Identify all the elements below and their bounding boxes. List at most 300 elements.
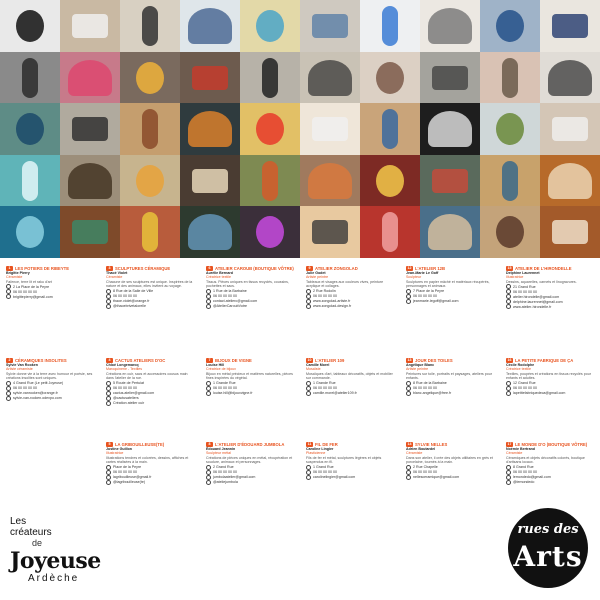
entry-description: Faïence, terre lit et raku d'art [6, 279, 52, 284]
artwork-shape [16, 113, 44, 145]
entry-description: Créations de pièces uniques en métal, récupération et soudure, animaux et personnages. [206, 455, 293, 465]
entry-contact-text: 06 00 00 00 00 [113, 385, 137, 390]
entry-creator-name: Angélique Blanc [406, 363, 435, 367]
artwork-shape [68, 163, 112, 199]
entry-description: Illustrations tendres et colorées, dessins, affiches et cartes réalisées à la main. [106, 455, 189, 465]
entry-title: BIJOUX DE VIGNE [215, 358, 252, 363]
artwork-shape [72, 117, 108, 141]
creator-entry [6, 266, 94, 299]
bullet-icon [306, 299, 311, 304]
entry-description: Mosaïques d'art, tableaux décoratifs, objets et mobilier sur commande. [306, 371, 393, 381]
entry-contact-line [106, 480, 194, 485]
entry-contact-text: 2 La Place de la Peyre [13, 284, 50, 289]
artwork-photo [120, 206, 180, 258]
entry-contact-text: @cactusateliers [113, 395, 139, 400]
entry-contact-text: www.zongolad-design.fr [313, 303, 352, 308]
entry-creator-name: Camille Morel [306, 363, 330, 367]
bullet-icon [106, 475, 111, 480]
artwork-shape [312, 220, 348, 244]
entry-contact-text: 1 Grand Rue [313, 464, 334, 469]
entry-title: LE MONDE D'O (BOUTIQUE VÔTRE) [515, 442, 588, 447]
entry-creator-name: Sylvie Van Rooken [6, 363, 38, 367]
artwork-shape [192, 66, 228, 90]
entry-contact-text: @ateliejumbola [213, 479, 238, 484]
entry-contact-text: 8 Rue de la Barbaine [413, 380, 447, 385]
entry-contact-line [506, 304, 594, 309]
creator-entry [206, 442, 294, 485]
entry-contact-text: lapetitefabriquedeca@gmail.com [513, 390, 566, 395]
artwork-shape [142, 6, 158, 46]
photo-mosaic [0, 0, 600, 258]
bullet-icon [6, 396, 11, 401]
artwork-photo [540, 52, 600, 104]
entry-title: LA GRIBOUILLEUSE(TE) [115, 442, 165, 447]
artwork-photo [300, 103, 360, 155]
artwork-photo [540, 0, 600, 52]
entry-number: 12 [407, 266, 412, 270]
entry-contact-text: 5 Route de Pertuiat [113, 380, 144, 385]
entry-contact-text: jeanmarie.legoff@gmail.com [413, 298, 459, 303]
logo-bottom-text: Arts [513, 540, 583, 573]
artwork-photo [360, 155, 420, 207]
artwork-photo [540, 155, 600, 207]
entry-contact-text: 06 00 00 00 00 [213, 293, 237, 298]
artwork-photo [60, 103, 120, 155]
entry-number: 16 [507, 358, 512, 362]
entry-contact-text: 06 00 00 00 00 [213, 385, 237, 390]
artwork-photo [60, 155, 120, 207]
artwork-photo [420, 206, 480, 258]
entry-creator-name: Justine Guillon [106, 447, 132, 451]
entry-contact-text: Création atelier cuir [113, 400, 145, 405]
entry-description: Bijoux en métal précieux et matières naturelles, pièces fines inspirées du végétal. [206, 371, 293, 381]
entry-number: 5 [106, 442, 113, 447]
entry-contact-line [406, 475, 494, 480]
artwork-shape [552, 220, 588, 244]
artwork-photo [300, 206, 360, 258]
artwork-shape [496, 10, 524, 42]
bullet-icon [206, 391, 211, 396]
bullet-icon [506, 381, 511, 386]
bullet-icon [106, 386, 111, 391]
entry-contact-text: 06 00 00 00 00 [113, 293, 137, 298]
entry-contact-text: 1 Rue de la Barbaine [213, 288, 247, 293]
artwork-shape [192, 169, 228, 193]
creator-entry [306, 442, 394, 480]
artwork-photo [420, 52, 480, 104]
artwork-shape [312, 117, 348, 141]
entry-category: Artiste peintre [406, 367, 429, 372]
logo-top-text: rues des [517, 522, 579, 537]
artwork-photo [240, 52, 300, 104]
entry-contact-text: 06 00 00 00 00 [513, 385, 537, 390]
entry-contact-text: 12 Grand Rue [513, 380, 536, 385]
artwork-photo [240, 103, 300, 155]
entry-contact-text: Place de la Peyre [113, 464, 142, 469]
artwork-shape [382, 109, 398, 149]
entry-contact-text: cactus.atelier@gmail.com [113, 390, 155, 395]
bullet-icon [406, 470, 411, 475]
artwork-photo [360, 103, 420, 155]
bullet-icon [206, 480, 211, 485]
artwork-shape [432, 169, 468, 193]
bullet-icon [306, 304, 311, 309]
artwork-shape [308, 163, 352, 199]
entry-contact-line [206, 480, 294, 485]
entry-category: Créatrice de bijoux [206, 367, 236, 372]
artwork-photo [480, 103, 540, 155]
entry-contact-line [306, 391, 394, 396]
artwork-shape [256, 113, 284, 145]
entry-creator-name: Édouard Jeannin [206, 447, 236, 451]
entry-contact-line [306, 304, 394, 309]
entry-category: Mosaïste [306, 367, 321, 372]
entry-contact-text: brigittepierry@gmail.com [13, 294, 53, 299]
bullet-icon [106, 470, 111, 475]
bullet-icon [506, 475, 511, 480]
creator-entry [106, 358, 194, 406]
rues-des-arts-logo [508, 508, 588, 588]
entry-contact-text: 06 00 00 00 00 [113, 469, 137, 474]
bullet-icon [306, 386, 311, 391]
entry-contact-line [206, 304, 294, 309]
artwork-photo [540, 206, 600, 258]
artwork-photo [360, 206, 420, 258]
entry-contact-text: sylvie-van-rooken.odexpo.com [13, 395, 62, 400]
entry-creator-name: Thaoé Violet [106, 271, 128, 275]
entry-contact-text: 06 00 00 00 00 [413, 293, 437, 298]
entry-contact-text: 21 Grand Rue [513, 284, 536, 289]
artwork-photo [480, 52, 540, 104]
entry-contact-text: www.atelier-hirondelle.fr [513, 304, 552, 309]
artwork-photo [180, 155, 240, 207]
bullet-icon [306, 381, 311, 386]
entry-contact-text: 06 00 00 00 00 [513, 469, 537, 474]
entry-contact-text: 06 00 00 00 00 [13, 385, 37, 390]
creator-entry [406, 266, 494, 304]
creator-entry [506, 358, 594, 396]
entry-contact-text: 06 00 00 00 00 [413, 385, 437, 390]
entry-title: LA PETITE FABRIQUE DE ÇA [515, 358, 574, 363]
entry-category: Illustratrice [506, 275, 524, 280]
artwork-shape [72, 220, 108, 244]
entry-title: LES POTIERS DE RIBEYTE [15, 266, 69, 271]
entry-creator-name: Chloé Longemarcq [106, 363, 139, 367]
creator-entry [406, 442, 494, 480]
artwork-photo [0, 103, 60, 155]
entry-category: Artiste peintre [306, 275, 329, 280]
entry-title: FIL DE FER [315, 442, 338, 447]
bullet-icon [106, 381, 111, 386]
entry-contact-text: 2 Rue Chapelle [413, 464, 438, 469]
entry-contact-text: 1 Grande Rue [313, 380, 336, 385]
artwork-shape [548, 163, 592, 199]
bullet-icon [106, 480, 111, 485]
entry-contact-text: 1 Grande Rue [213, 380, 236, 385]
entry-number: 6 [206, 266, 213, 271]
entry-number: 14 [407, 442, 412, 446]
entry-category: Céramiste [106, 275, 123, 280]
artwork-photo [180, 52, 240, 104]
footer-title [10, 516, 140, 584]
artwork-photo [420, 155, 480, 207]
entry-contact-text: camille.morel@atelier109.fr [313, 390, 357, 395]
entry-category: Céramiste [6, 275, 23, 280]
artwork-photo [0, 52, 60, 104]
footer-line-createurs: créateurs [10, 527, 52, 538]
creator-entry [206, 358, 294, 396]
entry-number: 2 [6, 358, 13, 363]
footer-brand: Joyeuse [10, 548, 101, 574]
artwork-shape [188, 111, 232, 147]
bullet-icon [206, 386, 211, 391]
entry-description: Textiles, poupées et créations en tissus recyclés pour enfants et adultes. [506, 371, 591, 381]
entry-creator-name: Noémie Bertrand [506, 447, 535, 451]
entry-contact-text: 2 Grand Rue [213, 464, 234, 469]
bullet-icon [206, 289, 211, 294]
artwork-photo [360, 52, 420, 104]
bullet-icon [406, 381, 411, 386]
entry-category: Céramiste [406, 451, 423, 456]
artwork-shape [308, 60, 352, 96]
artwork-shape [142, 212, 158, 252]
entry-description: Sculptures en papier mâché et matériaux récupérés, personnages et animaux. [406, 279, 490, 289]
artwork-shape [428, 8, 472, 44]
entry-number: 11 [307, 442, 312, 446]
artwork-photo [300, 0, 360, 52]
entry-category: Céramiste [506, 451, 523, 456]
entry-contact-text: 2 Rue Rodolin [313, 288, 336, 293]
artwork-shape [72, 14, 108, 38]
artwork-shape [496, 216, 524, 248]
entry-creator-name: Jean-Marie Le Goff [406, 271, 439, 275]
entry-title: JOUR DES TOILES [415, 358, 453, 363]
artwork-shape [552, 117, 588, 141]
bullet-icon [506, 480, 511, 485]
entry-description: Dans son atelier, il crée des objets utilitaires en grès et porcelaine, tournés à la main. [406, 455, 493, 465]
entry-number: 13 [407, 358, 412, 362]
entry-number: 15 [507, 266, 512, 270]
entry-description: Fils de fer et métal, sculptures légères et objets suspendus en fil. [306, 455, 382, 465]
artwork-photo [480, 0, 540, 52]
artwork-shape [142, 109, 158, 149]
entry-number: 4 [106, 358, 113, 363]
artwork-shape [428, 214, 472, 250]
artwork-photo [240, 206, 300, 258]
entry-category: Plasticienne [306, 451, 326, 456]
artwork-shape [376, 62, 404, 94]
entry-contact-text: www.zongolad-artiste.fr [313, 298, 351, 303]
entry-number: 3 [106, 266, 113, 271]
artwork-shape [136, 165, 164, 197]
entry-description: Créations en cuir, sacs et accessoires cousus main dans l'atelier de la rue. [106, 371, 188, 381]
artwork-shape [382, 212, 398, 252]
bullet-icon [106, 391, 111, 396]
artwork-photo [240, 0, 300, 52]
entry-contact-text: delphine.laurennet@gmail.com [513, 299, 563, 304]
bullet-icon [106, 299, 111, 304]
entry-contact-text: blanc.angelique@free.fr [413, 390, 452, 395]
entry-title: L'ATELIER 12B [415, 266, 446, 271]
artwork-shape [136, 62, 164, 94]
entry-number: 7 [206, 358, 213, 363]
entry-description: Céramiques et objets décoratifs colorés, boutique d'artisans locaux. [506, 455, 585, 465]
bullet-icon [206, 299, 211, 304]
artwork-shape [188, 8, 232, 44]
bullet-icon [406, 294, 411, 299]
artwork-shape [22, 58, 38, 98]
artwork-shape [256, 216, 284, 248]
entry-contact-line [106, 304, 194, 309]
entry-contact-line [506, 391, 594, 396]
artwork-photo [180, 206, 240, 258]
creator-entry [6, 358, 94, 401]
entry-description: Chacune de ses sculptures est unique. Inspirées de la nature et des animaux, elles invitent au voyage. [106, 279, 193, 289]
artwork-photo [300, 52, 360, 104]
artwork-shape [22, 161, 38, 201]
entry-contact-text: @thaoebrivetalorelle [113, 303, 147, 308]
bullet-icon [306, 294, 311, 299]
artwork-photo [0, 155, 60, 207]
creator-entry [406, 358, 494, 396]
bullet-icon [406, 391, 411, 396]
entry-contact-text: nellesceramique@gmail.com [413, 474, 460, 479]
artwork-photo [120, 155, 180, 207]
entry-contact-line [306, 475, 394, 480]
entry-creator-name: Julie Godet [306, 271, 326, 275]
entry-contact-text: @lemondedo [513, 479, 535, 484]
entry-contact-text: 7 Place de la Peyre [413, 288, 445, 293]
entry-contact-text: 06 00 00 00 00 [513, 289, 537, 294]
artwork-photo [120, 52, 180, 104]
artwork-shape [312, 14, 348, 38]
entry-category: Créatrice textile [506, 367, 531, 372]
bullet-icon [406, 475, 411, 480]
bullet-icon [306, 470, 311, 475]
entry-title: CACTUS ATELIERS D'OC [115, 358, 166, 363]
bullet-icon [106, 401, 111, 406]
bullet-icon [506, 465, 511, 470]
entry-creator-name: Brigitte Pierry [6, 271, 30, 275]
artwork-photo [420, 0, 480, 52]
bullet-icon [106, 465, 111, 470]
entry-title: SCULPTURES CÉRAMIQUE [115, 266, 171, 271]
entry-contact-text: @AtelierCaroubVotre [213, 303, 248, 308]
footer-line-de: de [32, 538, 43, 548]
bullet-icon [106, 289, 111, 294]
artwork-shape [262, 161, 278, 201]
creator-entry [206, 266, 294, 309]
bullet-icon [506, 386, 511, 391]
entry-contact-line [406, 299, 494, 304]
artwork-shape [382, 6, 398, 46]
artwork-photo [120, 103, 180, 155]
bullet-icon [206, 304, 211, 309]
entry-number: 10 [307, 358, 312, 362]
entry-description: Dessins, aquarelles, carnets et linogravures. [506, 279, 577, 284]
entry-contact-text: sylvie.vanrooken@orange.fr [13, 390, 58, 395]
entry-title: ATELIER ZONGOLAD [315, 266, 358, 271]
artwork-photo [60, 206, 120, 258]
artwork-shape [188, 214, 232, 250]
bullet-icon [506, 304, 511, 309]
entry-contact-line [506, 480, 594, 485]
bullet-icon [106, 304, 111, 309]
entry-title: SYLVIE NELLES [415, 442, 448, 447]
bullet-icon [306, 475, 311, 480]
entry-contact-text: 06 00 00 00 00 [13, 289, 37, 294]
entry-contact-text: 06 00 00 00 00 [313, 293, 337, 298]
entry-number: 8 [206, 442, 213, 447]
entry-contact-text: 06 00 00 00 00 [213, 469, 237, 474]
entry-number: 17 [507, 442, 512, 446]
bullet-icon [106, 396, 111, 401]
entry-contact-text: @lagribouilleuse(te) [113, 479, 146, 484]
artwork-photo [0, 0, 60, 52]
entry-contact-line [6, 294, 94, 299]
entry-title: CÉRAMIQUES INSOLITES [15, 358, 67, 363]
entry-contact-text: 8 Rue de la Salle de Ville [113, 288, 154, 293]
entry-contact-text: atelier.hirondelle@gmail.com [513, 294, 560, 299]
footer-region: Ardèche [28, 573, 80, 584]
bullet-icon [206, 475, 211, 480]
bullet-icon [206, 470, 211, 475]
entry-contact-text: carolinelingier@gmail.com [313, 474, 356, 479]
entry-category: Sculpteur [406, 275, 422, 280]
entry-creator-name: Delphine Laurennet [506, 271, 540, 275]
creators-directory [6, 266, 596, 504]
entry-contact-text: 06 00 00 00 00 [313, 469, 337, 474]
artwork-photo [360, 0, 420, 52]
artwork-shape [428, 111, 472, 147]
entry-creator-name: Adrien Boutardel [406, 447, 436, 451]
artwork-shape [496, 113, 524, 145]
bullet-icon [6, 391, 11, 396]
artwork-shape [376, 165, 404, 197]
entry-category: Artiste céramiste [6, 367, 33, 372]
footer-line-les: Les [10, 516, 27, 527]
creator-entry [306, 266, 394, 309]
artwork-shape [68, 60, 112, 96]
entry-creator-name: Caroline Lingier [306, 447, 334, 451]
bullet-icon [206, 381, 211, 386]
entry-contact-line [106, 401, 194, 406]
bullet-icon [506, 391, 511, 396]
bullet-icon [306, 391, 311, 396]
artwork-shape [432, 66, 468, 90]
entry-title: ATELIER CAROUB (BOUTIQUE VÔTRE) [215, 266, 294, 271]
creator-entry [306, 358, 394, 396]
entry-description: Sylvie donne vie à la terre avec humour et poésie, ses créations insolites sont uniques. [6, 371, 93, 381]
artwork-shape [502, 58, 518, 98]
creator-entry [506, 442, 594, 485]
bullet-icon [206, 465, 211, 470]
creator-entry [506, 266, 594, 309]
artwork-shape [256, 10, 284, 42]
entry-description: Peintures sur toile, portraits et paysages, ateliers pour enfants. [406, 371, 492, 381]
entry-category: Maroquinerie - Textiles [106, 367, 143, 372]
entry-contact-text: lagribouilleuse@gmail.fr [113, 474, 152, 479]
entry-number: 1 [6, 266, 13, 271]
entry-creator-name: Louise Hill [206, 363, 225, 367]
artwork-photo [180, 103, 240, 155]
entry-contact-line [6, 396, 94, 401]
artwork-photo [180, 0, 240, 52]
bullet-icon [406, 289, 411, 294]
entry-contact-text: 06 00 00 00 00 [413, 469, 437, 474]
artwork-photo [120, 0, 180, 52]
artwork-shape [502, 161, 518, 201]
